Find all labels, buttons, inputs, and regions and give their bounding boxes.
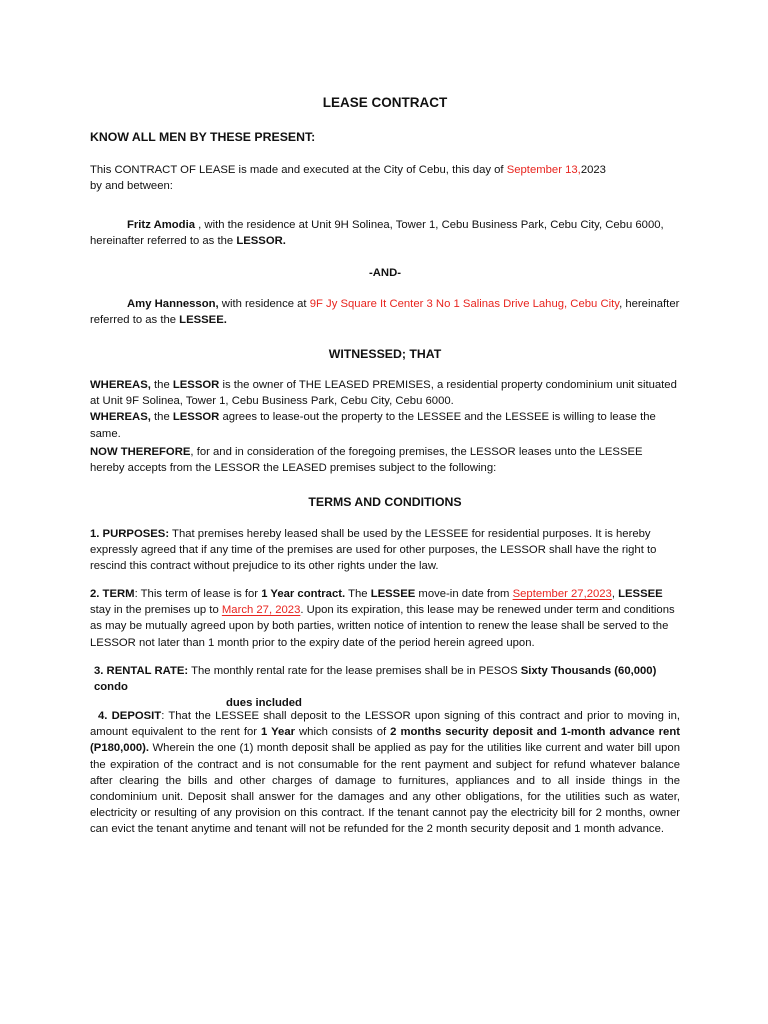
whereas-label-1: WHEREAS, (90, 379, 151, 391)
purposes-text: That premises hereby leased shall be used by the LESSEE for residential purposes. It is hereby expressly agreed that if any time of the premises are used for other purposes, the LESSOR shall have the right to rescind this contract without prejudice to its other rights under the law. (90, 528, 657, 573)
term-text-c: move-in date from (415, 588, 513, 600)
now-therefore-text: , for and in consideration of the foregoing premises, the LESSOR leases unto the LESSEE hereby accepts from the LESSOR the LEASED premises subject to the following: (90, 446, 643, 475)
and-separator: -AND- (369, 267, 401, 279)
deposit-text-b: which consists of (295, 726, 391, 739)
whereas-lessor-2: LESSOR (172, 411, 220, 424)
witnessed-heading: WITNESSED; THAT (328, 347, 442, 361)
term-text-a: : This term of lease is for (134, 588, 262, 600)
term-start-date: September 27,2023 (512, 588, 612, 600)
whereas-text-2b: agrees to lease-out the property to the LESSEE and the LESSEE is willing to lease the same. (90, 411, 656, 440)
lessee-paragraph (90, 296, 680, 328)
document-title: LEASE CONTRACT (322, 95, 448, 110)
term-text-e: stay in the premises up to (90, 604, 222, 617)
terms-heading: TERMS AND CONDITIONS (308, 495, 462, 509)
contract-year: 2023 (580, 164, 606, 176)
whereas-text-1b: is the owner of THE LEASED PREMISES, a residential property condominium unit situated at Unit 9F Solinea, Tower 1, Cebu Business Park, Cebu City, Cebu 6000. (90, 379, 677, 408)
intro-text: This CONTRACT OF LEASE is made and executed at the City of Cebu, this day of (90, 164, 507, 176)
whereas-lessor-1: LESSOR (172, 379, 220, 391)
intro-text-2: by and between: (90, 180, 173, 193)
deposit-text-a: : That the LESSEE shall deposit to the LESSOR upon signing of this contract and prior to moving in, amount equivalent to the rent for (90, 710, 680, 739)
lessee-address: 9F Jy Square It Center 3 No 1 Salinas Drive Lahug, Cebu City (309, 298, 620, 310)
term-text-d: , (611, 588, 619, 600)
deposit-text-c: Wherein the one (1) month deposit shall be applied as pay for the utilities like current and water bill upon the expiration of the contract and is not consumable for the rent payment and subject for refund whatever balance after clearing the bills and other charges of damage to furnitures, appliances and to all inside things in the condominium unit. Deposit shall answer for the damages and any other obligations, for the utilities such as water, electricity or resulting of any provision on this contract. If the tenant cannot pay the electricity bill for 2 months, owner can evict the tenant anytime and tenant will not be refunded for the 2 month security deposit and 1 month advance. (90, 742, 680, 836)
intro-paragraph (90, 162, 680, 194)
term-text-b: The (345, 588, 371, 600)
lessee-text-2: , hereinafter referred to as the (90, 298, 680, 327)
rental-clause (94, 663, 682, 712)
lessee-role: LESSEE. (179, 314, 227, 327)
lessor-text: , with the residence at Unit 9H Solinea, Tower 1, Cebu Business Park, Cebu City, Cebu 6000, hereinafter referred to as the (90, 219, 664, 248)
term-label: 2. TERM (90, 588, 135, 600)
now-therefore-label: NOW THEREFORE (90, 446, 191, 458)
purposes-clause (90, 526, 680, 575)
deposit-months: 2 months security deposit and 1-month advance rent (P180,000). (90, 726, 680, 755)
lessor-paragraph (90, 217, 680, 249)
deposit-clause (90, 708, 680, 838)
whereas-text-1a: the (150, 379, 173, 391)
whereas-text-2a: the (150, 411, 173, 424)
lessee-name: Amy Hannesson, (127, 298, 219, 310)
term-text-f: . Upon its expiration, this lease may be renewed under term and conditions as may be mutually agreed upon by both parties, written notice of intention to renew the lease shall be served to the LESSOR not later than 1 month prior to the expiry date of the period herein agreed upon. (90, 604, 675, 649)
whereas-paragraph (90, 377, 680, 442)
term-clause (90, 586, 680, 651)
lessee-text: with residence at (218, 298, 310, 310)
deposit-label: 4. DEPOSIT (98, 710, 162, 722)
deposit-year: 1 Year (261, 726, 295, 739)
now-therefore-paragraph (90, 444, 680, 476)
whereas-label-2: WHEREAS, (90, 411, 151, 424)
term-lessee-1: LESSEE (370, 588, 416, 600)
term-duration: 1 Year contract. (261, 588, 346, 600)
lessor-name: Fritz Amodia (127, 219, 195, 231)
know-all-heading: KNOW ALL MEN BY THESE PRESENT: (90, 130, 316, 144)
lessor-role: LESSOR. (236, 235, 286, 248)
rental-amount-line-2: dues included (226, 697, 302, 710)
purposes-label: 1. PURPOSES: (90, 528, 170, 540)
contract-date: September 13, (506, 164, 581, 176)
rental-text: The monthly rental rate for the lease premises shall be in PESOS (188, 665, 521, 677)
rental-amount: Sixty Thousands (60,000) condo (94, 665, 657, 694)
term-lessee-2: LESSEE (618, 588, 663, 600)
term-end-date: March 27, 2023 (221, 604, 301, 617)
rental-label: 3. RENTAL RATE: (94, 665, 189, 677)
